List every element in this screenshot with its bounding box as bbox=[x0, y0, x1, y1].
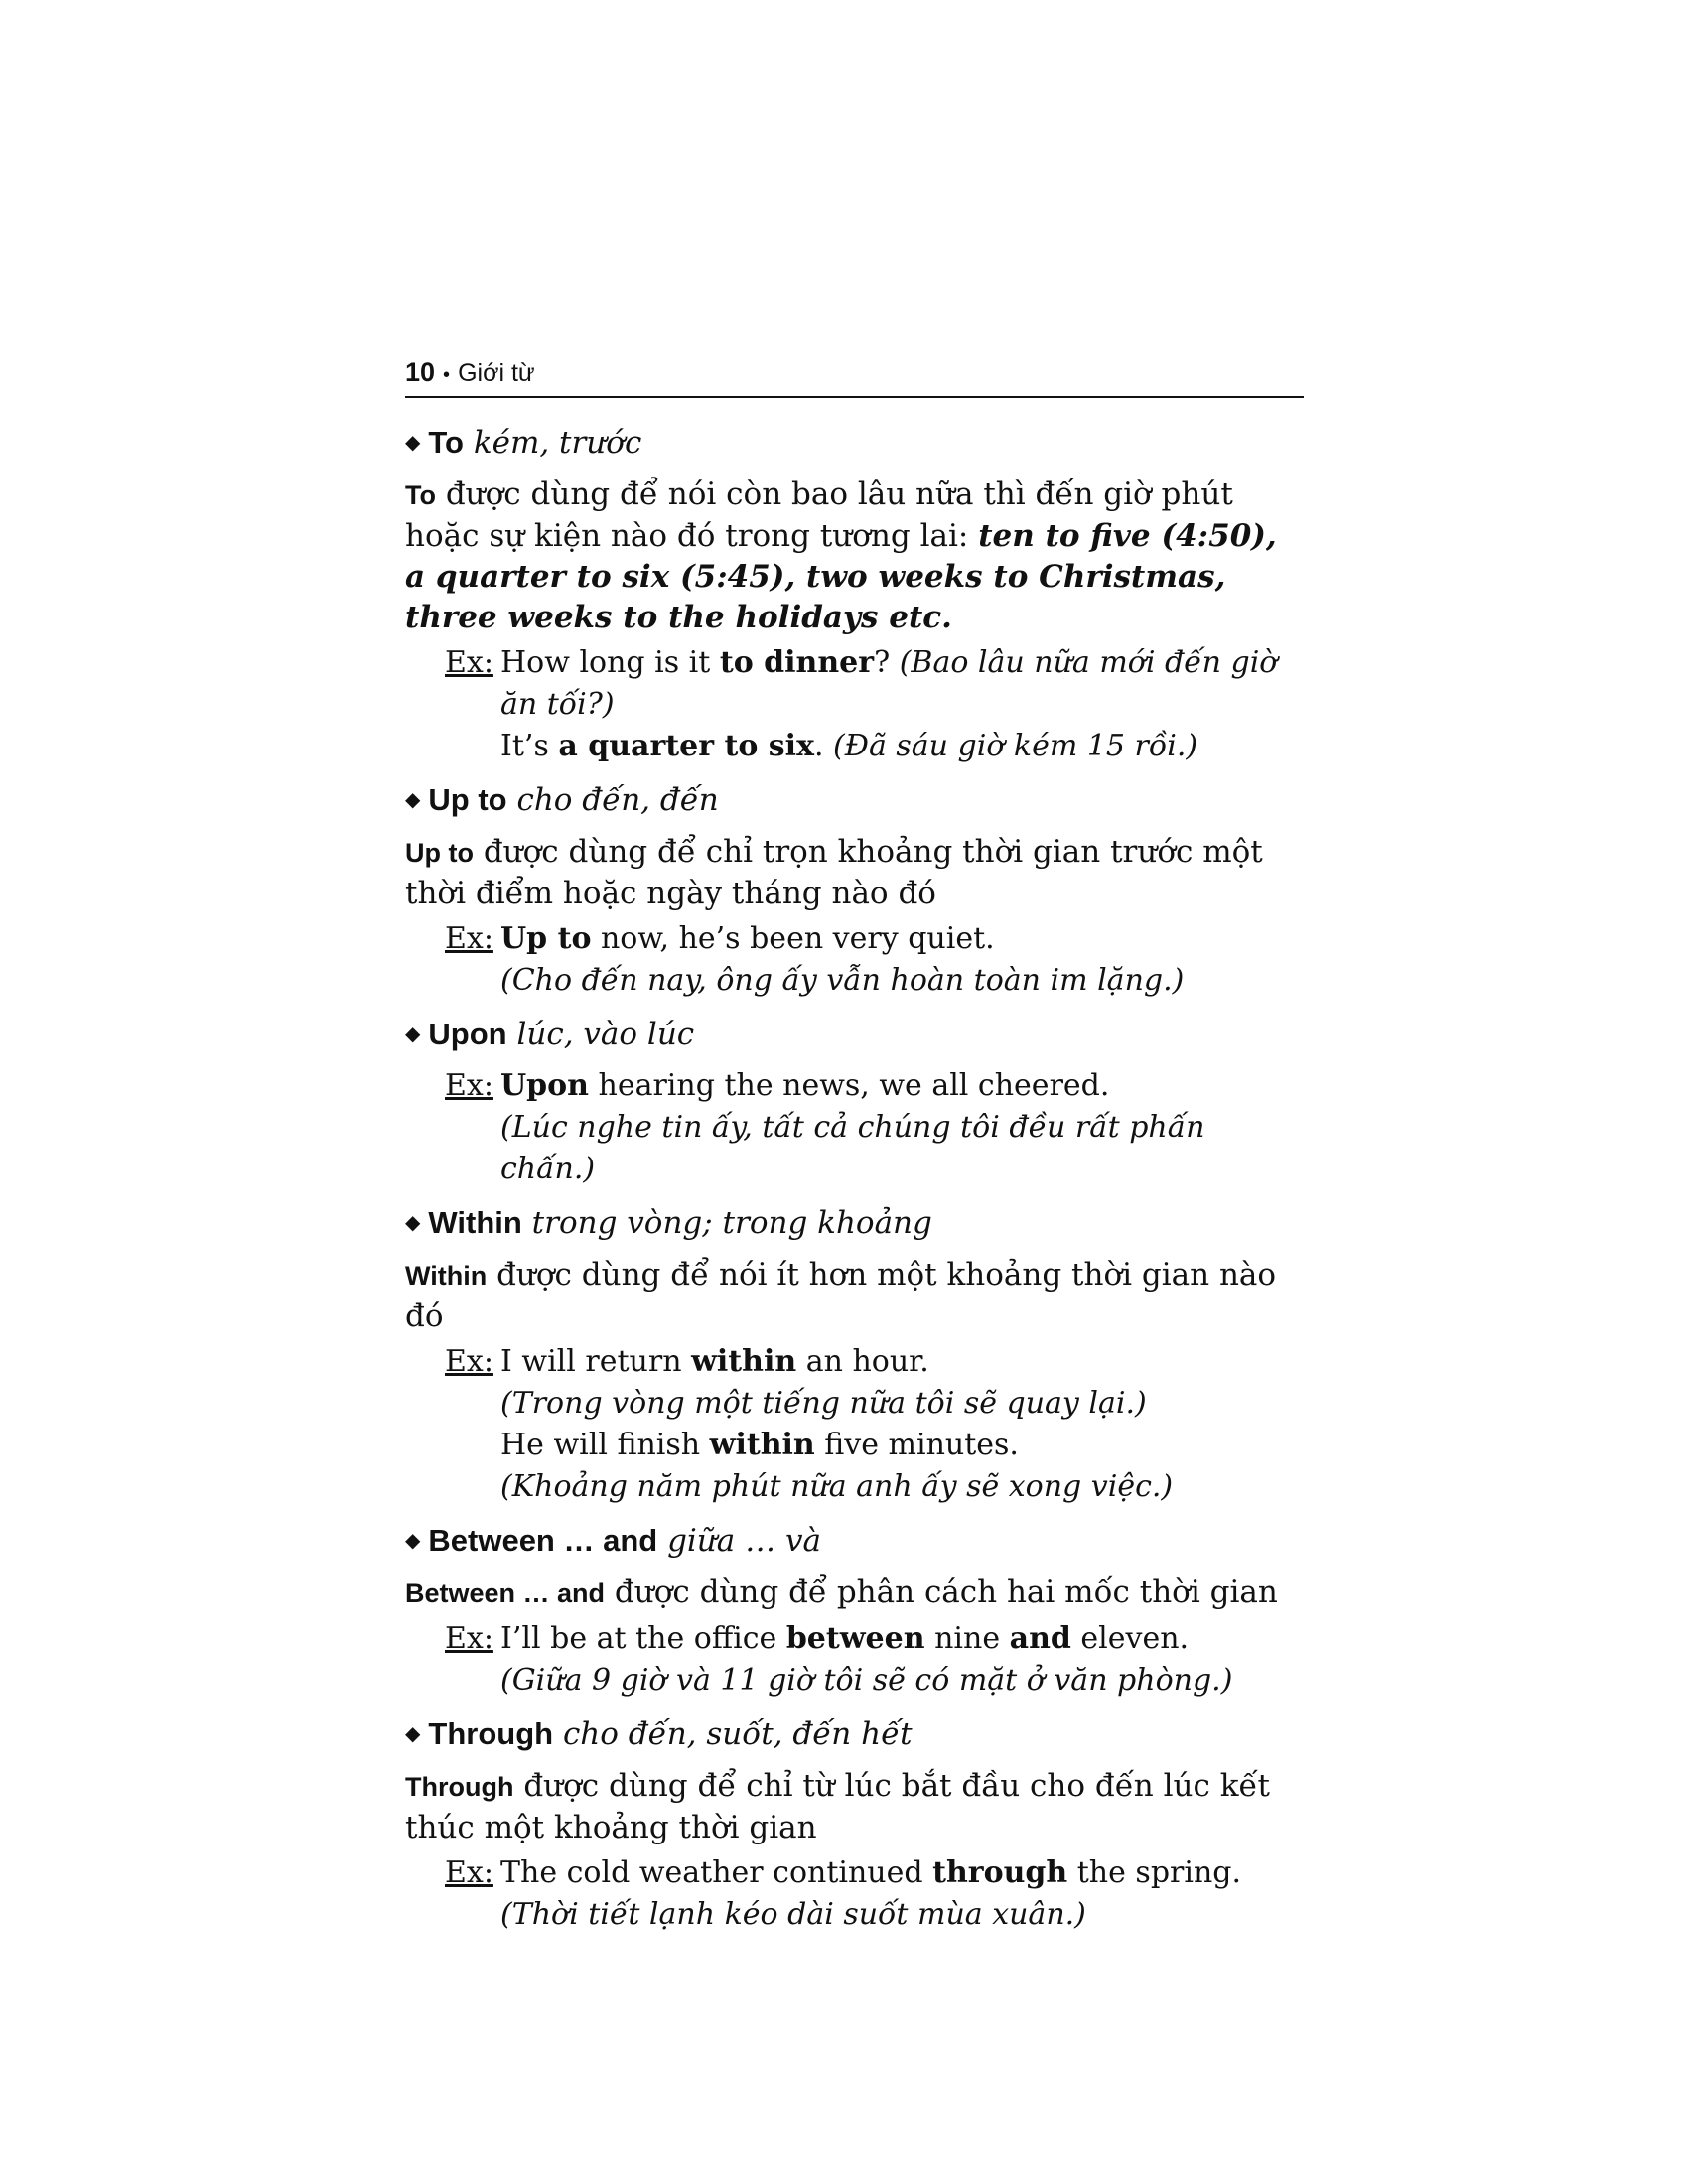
example-translation: (Giữa 9 giờ và 11 giờ tôi sẽ có mặt ở văn phòng.) bbox=[500, 1662, 1233, 1698]
diamond-bullet-icon: ◆ bbox=[405, 1528, 421, 1552]
section-up-to bbox=[405, 781, 1304, 1002]
example-text: ? bbox=[874, 644, 900, 680]
desc-keyword: To bbox=[405, 479, 436, 510]
example-translation: (Khoảng năm phút nữa anh ấy sẽ xong việc.) bbox=[500, 1469, 1174, 1504]
example-line bbox=[500, 1618, 1304, 1660]
section-title bbox=[405, 1715, 1304, 1754]
section-description bbox=[405, 475, 1304, 638]
example-translation: (Bao lâu nữa mới đến giờ ăn tối?) bbox=[500, 644, 1278, 722]
example-line bbox=[500, 642, 1304, 726]
desc-examples: ten to five (4:50), a quarter to six (5:45), two weeks to Christmas, three weeks to the holidays etc. bbox=[405, 517, 1277, 635]
diamond-bullet-icon: ◆ bbox=[405, 1210, 421, 1235]
section-keyword: To bbox=[428, 425, 464, 460]
example-line bbox=[500, 1065, 1304, 1107]
section-keyword: Through bbox=[428, 1715, 554, 1751]
section-title bbox=[405, 1204, 1304, 1243]
page-header bbox=[405, 357, 1304, 398]
example-translation: (Lúc nghe tin ấy, tất cả chúng tôi đều rất phấn chấn.) bbox=[500, 1110, 1205, 1187]
diamond-bullet-icon: ◆ bbox=[405, 1021, 421, 1045]
example-block bbox=[405, 642, 1304, 767]
example-keyword: and bbox=[1009, 1620, 1071, 1656]
diamond-bullet-icon: ◆ bbox=[405, 1720, 421, 1745]
desc-text: được dùng để phân cách hai mốc thời gian bbox=[605, 1573, 1278, 1610]
section-title bbox=[405, 1522, 1304, 1561]
section-meaning: lúc, vào lúc bbox=[516, 1016, 695, 1052]
example-text: the spring. bbox=[1067, 1854, 1242, 1890]
example-keyword: within bbox=[691, 1344, 797, 1379]
section-meaning: giữa … và bbox=[667, 1523, 821, 1559]
example-line bbox=[500, 1341, 1304, 1383]
chapter-title: Giới từ bbox=[458, 359, 535, 387]
example-text: . bbox=[813, 728, 834, 763]
example-text: He will finish bbox=[500, 1428, 710, 1462]
section-keyword: Upon bbox=[428, 1016, 507, 1051]
desc-keyword: Within bbox=[405, 1261, 488, 1291]
example-line bbox=[500, 918, 1304, 960]
example-keyword: Upon bbox=[500, 1068, 589, 1104]
example-text: five minutes. bbox=[814, 1428, 1019, 1462]
section-title bbox=[405, 424, 1304, 463]
example-block bbox=[405, 1618, 1304, 1702]
section-description bbox=[405, 832, 1304, 914]
example-block bbox=[405, 1852, 1304, 1936]
example-text: eleven. bbox=[1070, 1620, 1190, 1656]
section-description bbox=[405, 1255, 1304, 1337]
desc-text: được dùng để chỉ trọn khoảng thời gian trước một thời điểm hoặc ngày tháng nào đó bbox=[405, 833, 1263, 911]
example-text: now, he’s been very quiet. bbox=[591, 920, 995, 956]
section-description bbox=[405, 1572, 1304, 1614]
example-text: nine bbox=[924, 1620, 1010, 1656]
example-label: Ex: bbox=[445, 1344, 493, 1379]
section-meaning: cho đến, suốt, đến hết bbox=[562, 1715, 913, 1752]
diamond-bullet-icon: ◆ bbox=[405, 430, 421, 454]
example-text: I will return bbox=[500, 1344, 692, 1379]
example-keyword: through bbox=[932, 1854, 1068, 1890]
example-block bbox=[405, 1065, 1304, 1190]
section-description bbox=[405, 1766, 1304, 1848]
diamond-bullet-icon: ◆ bbox=[405, 786, 421, 811]
section-between-and bbox=[405, 1522, 1304, 1702]
example-keyword: Up to bbox=[500, 920, 592, 956]
example-label: Ex: bbox=[445, 644, 493, 680]
section-meaning: trong vòng; trong khoảng bbox=[531, 1205, 932, 1242]
section-keyword: Between … and bbox=[428, 1523, 658, 1558]
section-upon bbox=[405, 1016, 1304, 1191]
example-label: Ex: bbox=[445, 1068, 493, 1104]
example-line bbox=[500, 1852, 1304, 1894]
example-keyword: between bbox=[785, 1620, 925, 1656]
section-title bbox=[405, 1016, 1304, 1054]
header-bullet: • bbox=[443, 364, 451, 386]
section-meaning: cho đến, đến bbox=[516, 781, 719, 818]
section-to bbox=[405, 424, 1304, 767]
example-text: The cold weather continued bbox=[500, 1854, 933, 1890]
example-line bbox=[500, 1425, 1304, 1466]
example-translation: (Trong vòng một tiếng nữa tôi sẽ quay lại.) bbox=[500, 1386, 1147, 1421]
example-label: Ex: bbox=[445, 920, 493, 956]
section-meaning: kém, trước bbox=[473, 425, 642, 461]
example-label: Ex: bbox=[445, 1620, 493, 1656]
example-translation: (Thời tiết lạnh kéo dài suốt mùa xuân.) bbox=[500, 1896, 1086, 1932]
example-block bbox=[405, 918, 1304, 1002]
desc-text: được dùng để nói còn bao lâu nữa thì đến giờ phút hoặc sự kiện nào đó trong tương lai: bbox=[405, 476, 1233, 554]
page-number: 10 bbox=[405, 357, 436, 387]
example-text: an hour. bbox=[796, 1344, 929, 1379]
example-label: Ex: bbox=[445, 1854, 493, 1890]
desc-keyword: Up to bbox=[405, 837, 474, 868]
example-text: I’ll be at the office bbox=[500, 1620, 786, 1656]
example-text: It’s bbox=[500, 728, 559, 763]
section-within bbox=[405, 1204, 1304, 1508]
example-translation: (Đã sáu giờ kém 15 rồi.) bbox=[833, 728, 1198, 763]
section-through bbox=[405, 1715, 1304, 1936]
section-title bbox=[405, 781, 1304, 820]
example-translation: (Cho đến nay, ông ấy vẫn hoàn toàn im lặng.) bbox=[500, 962, 1185, 998]
page bbox=[405, 357, 1304, 1940]
example-text: How long is it bbox=[500, 644, 720, 680]
desc-keyword: Between … and bbox=[405, 1577, 606, 1608]
desc-text: được dùng để chỉ từ lúc bắt đầu cho đến lúc kết thúc một khoảng thời gian bbox=[405, 1767, 1271, 1845]
example-text: hearing the news, we all cheered. bbox=[588, 1068, 1110, 1104]
example-keyword: to dinner bbox=[719, 644, 875, 680]
example-line bbox=[500, 726, 1304, 767]
section-keyword: Within bbox=[428, 1205, 522, 1241]
example-keyword: within bbox=[709, 1428, 815, 1462]
example-keyword: a quarter to six bbox=[558, 728, 814, 763]
section-keyword: Up to bbox=[428, 781, 507, 817]
desc-keyword: Through bbox=[405, 1771, 514, 1802]
desc-text: được dùng để nói ít hơn một khoảng thời gian nào đó bbox=[405, 1257, 1277, 1334]
example-block bbox=[405, 1341, 1304, 1508]
